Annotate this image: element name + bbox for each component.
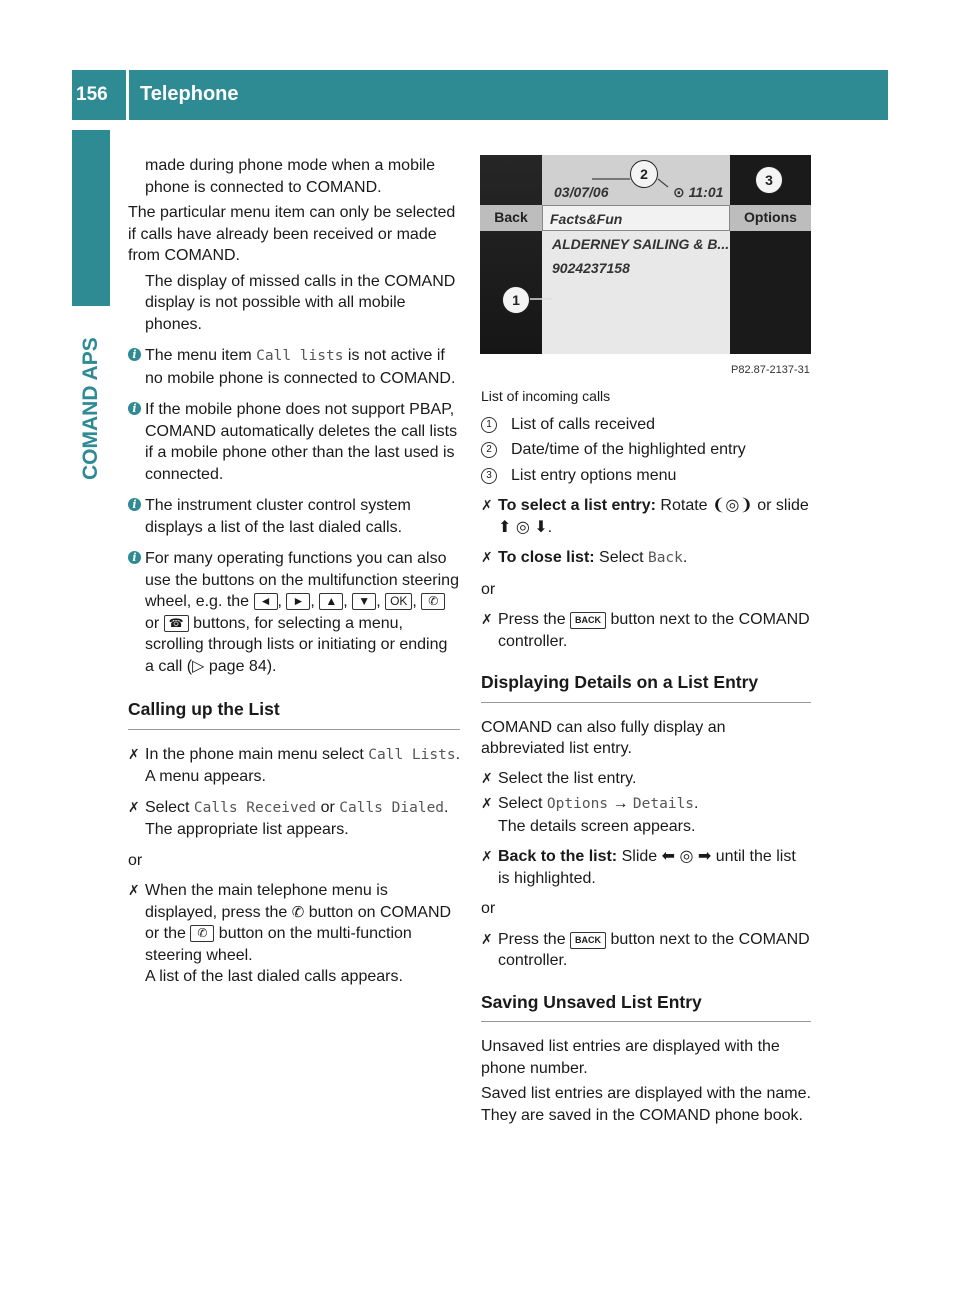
text: , (343, 593, 353, 610)
text: . (694, 795, 699, 812)
step-marker-icon: ✗ (128, 745, 140, 762)
instruction-step (481, 793, 811, 837)
end-call-key-icon: ☎ (164, 615, 189, 632)
back-key: BACK (570, 932, 606, 949)
paragraph: made during phone mode when a mobile phone is connected to COMAND. (145, 157, 435, 196)
text: . (547, 518, 553, 536)
display-date: 03/07/06 (554, 184, 609, 200)
text: ). (266, 657, 277, 675)
text: Select (498, 795, 547, 812)
text: Select (594, 549, 648, 566)
menu-code: Calls Received (193, 799, 317, 816)
up-arrow-key: ▲ (319, 593, 343, 610)
or-text: or (128, 851, 143, 869)
side-tab-divider (72, 306, 110, 309)
instruction-step (481, 768, 811, 790)
instruction-step (481, 547, 811, 570)
menu-code: Calls Dialed (339, 799, 445, 816)
menu-code: Call lists (256, 348, 344, 364)
legend-item (481, 465, 811, 487)
text: For many operating functions you can also use the buttons on the multifunction steering wheel, e.g. the (145, 550, 459, 610)
text: , (376, 593, 386, 610)
text: is not active if no mobile phone is connected to COMAND. (145, 347, 456, 387)
instruction-step (481, 929, 811, 972)
figure-caption: List of incoming calls (481, 388, 611, 404)
step-label: To select a list entry: (498, 497, 656, 514)
step-marker-icon: ✗ (481, 497, 493, 513)
step-marker-icon: ✗ (481, 549, 493, 565)
text: . (455, 745, 461, 763)
callout-2: 2 (630, 160, 658, 188)
instruction-step (128, 744, 460, 788)
list-entry-number: 9024237158 (552, 260, 630, 276)
text: , (310, 593, 320, 610)
text: until the list is highlighted. (498, 848, 796, 887)
page-number: 156 (76, 84, 108, 106)
step-marker-icon: ✗ (128, 882, 140, 898)
instruction-step (128, 797, 460, 841)
page-ref-icon: ▷ (192, 657, 209, 675)
paragraph: The display of missed calls in the COMAND display is not possible with all mobile phones. (145, 272, 456, 333)
instruction-step (481, 609, 811, 652)
instruction-step (128, 880, 460, 988)
right-arrow-key: ► (286, 593, 310, 610)
text: or (316, 798, 340, 816)
arrow-icon: → (608, 795, 633, 812)
legend-item (481, 439, 811, 461)
legend-number: 1 (481, 417, 497, 433)
step-label: To close list: (498, 549, 595, 566)
figure-code: P82.87-2137-31 (731, 364, 810, 376)
text: , (412, 593, 422, 610)
instruction-step (481, 495, 811, 538)
text: In the phone main menu select (145, 745, 369, 763)
section-heading: Displaying Details on a List Entry (481, 672, 811, 703)
info-icon: i (128, 551, 141, 564)
text: or (145, 614, 164, 632)
text: button on the multi-function steering wheel. (145, 925, 412, 964)
options-button: Options (730, 205, 811, 231)
down-arrow-key: ▼ (352, 593, 376, 610)
text: . (682, 549, 688, 566)
call-key-icon: ✆ (421, 593, 445, 610)
paragraph: COMAND can also fully display an abbreviated list entry. (481, 718, 726, 757)
callout-line-2b (658, 179, 668, 187)
slide-left-right-icon: ⬅ ◎ ➡ (661, 848, 712, 865)
text: When the main telephone menu is displayed, press the (145, 882, 388, 921)
callout-3: 3 (755, 166, 783, 194)
back-button: Back (480, 205, 542, 231)
text: Select the list entry. (498, 769, 637, 787)
paragraph: Saved list entries are displayed with the name. They are saved in the COMAND phone book. (481, 1085, 811, 1124)
paragraph: Unsaved list entries are displayed with the phone number. (481, 1038, 780, 1077)
text: button next to the COMAND controller. (498, 611, 810, 650)
back-key: BACK (570, 612, 606, 629)
callout-1: 1 (502, 286, 530, 314)
menu-code: Back (647, 550, 683, 566)
info-icon: i (128, 402, 141, 415)
clock-icon: ⊙ (673, 184, 689, 200)
text: button next to the COMAND controller. (498, 930, 810, 969)
legend-number: 2 (481, 442, 497, 458)
text: or slide (752, 497, 809, 514)
legend-item (481, 414, 811, 436)
text: . (444, 798, 449, 816)
text: The menu item (145, 347, 257, 364)
step-marker-icon: ✗ (481, 930, 493, 947)
text: button on COMAND or the (145, 903, 452, 942)
text: If the mobile phone does not support PBAP, COMAND automatically deletes the call lists if a mobile phone other than the last used is connected. (145, 401, 458, 483)
slide-up-down-icon: ⬆ ◎ ⬇ (498, 518, 548, 536)
text: buttons, for selecting a menu, scrolling through lists or initiating or ending a call ( (145, 614, 448, 675)
or-text: or (481, 580, 496, 598)
menu-code: Call Lists (368, 746, 456, 763)
menu-code: Options (546, 796, 609, 812)
step-label: Back to the list: (498, 848, 618, 865)
rotate-controller-icon: ❨◎❩ (712, 497, 753, 514)
info-note (128, 495, 460, 538)
text: Rotate (655, 497, 713, 514)
section-heading: Saving Unsaved List Entry (481, 992, 811, 1023)
text: , (277, 593, 287, 610)
page-title: Telephone (140, 83, 239, 106)
instruction-step (481, 846, 811, 889)
info-note (128, 548, 460, 677)
info-note (128, 399, 460, 485)
side-tab (72, 310, 110, 490)
text: Select (145, 798, 194, 816)
or-text: or (481, 900, 496, 917)
paragraph (111, 202, 460, 267)
list-entry-name: ALDERNEY SAILING & B... (552, 236, 730, 252)
header-divider (126, 70, 129, 120)
info-note (128, 345, 460, 389)
step-marker-icon: ✗ (481, 795, 493, 811)
info-icon: i (128, 498, 141, 511)
legend-text: List entry options menu (511, 466, 677, 484)
legend-text: List of calls received (511, 415, 656, 433)
text: Slide (617, 848, 662, 865)
text: A list of the last dialed calls appears. (145, 968, 403, 985)
step-marker-icon: ✗ (128, 798, 140, 815)
right-column (481, 386, 811, 1131)
text: The details screen appears. (498, 817, 696, 835)
text: Press the (498, 930, 571, 948)
call-button-icon: ✆ (291, 903, 305, 921)
text: The appropriate list appears. (145, 821, 349, 838)
text: Press the (498, 611, 571, 628)
side-tab-label: COMAND APS (79, 337, 102, 480)
info-icon: i (128, 348, 141, 361)
text: A menu appears. (145, 768, 266, 785)
side-tab-block (72, 130, 110, 306)
time-value: 11:01 (688, 184, 724, 200)
comand-screen-figure (480, 155, 811, 354)
text: The instrument cluster control system displays a list of the last dialed calls. (145, 497, 411, 536)
ok-key: OK (385, 593, 412, 610)
menu-code: Details (632, 796, 695, 812)
category-tab-label: Facts&Fun (550, 211, 623, 227)
legend-number: 3 (481, 468, 497, 484)
section-heading: Calling up the List (128, 699, 460, 730)
step-marker-icon: ✗ (481, 848, 493, 864)
left-column (128, 155, 460, 997)
left-arrow-key: ◄ (254, 593, 278, 610)
call-key-icon: ✆ (190, 925, 214, 942)
step-marker-icon: ✗ (481, 769, 493, 786)
legend-text: Date/time of the highlighted entry (511, 441, 746, 458)
page-reference: page 84 (208, 657, 267, 675)
text: The particular menu item can only be selected if calls have already been received or made from COMAND. (128, 204, 456, 264)
step-marker-icon: ✗ (481, 611, 493, 627)
